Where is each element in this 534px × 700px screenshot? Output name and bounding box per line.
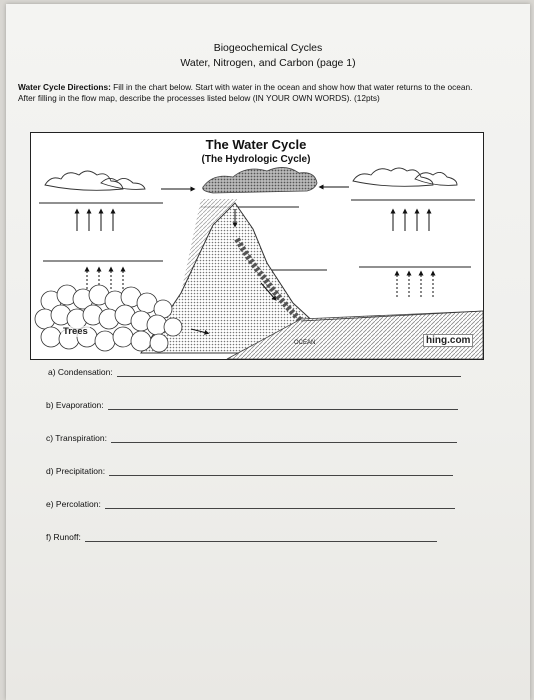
question-runoff (46, 532, 437, 542)
ocean-label: OCEAN (294, 340, 316, 346)
question-evaporation (46, 400, 458, 410)
question-label: d) Precipitation: (46, 466, 106, 476)
cloud-icon-right (353, 168, 457, 186)
question-precipitation (46, 466, 453, 476)
question-label: e) Percolation: (46, 499, 101, 509)
answer-line-percolation[interactable] (105, 507, 455, 509)
answer-line-transpiration[interactable] (111, 441, 457, 443)
credit-label: hing.com (423, 334, 473, 347)
worksheet-subtitle: Water, Nitrogen, and Carbon (page 1) (180, 57, 356, 69)
rain-cloud-icon (203, 167, 317, 193)
answer-line-runoff[interactable] (85, 540, 437, 542)
diagram-subtitle: (The Hydrologic Cycle) (201, 154, 311, 165)
directions-text (18, 82, 488, 104)
question-transpiration (46, 433, 457, 443)
water-cycle-diagram (30, 132, 484, 360)
question-label: a) Condensation: (48, 367, 113, 377)
question-percolation (46, 499, 455, 509)
diagram-title: The Water Cycle (205, 137, 307, 152)
trees-illustration (35, 285, 182, 352)
water-cycle-illustration (31, 133, 483, 359)
answer-line-evaporation[interactable] (108, 408, 458, 410)
evaporation-arrows-left (77, 211, 113, 231)
worksheet-page (6, 4, 530, 700)
question-condensation (48, 367, 461, 377)
answer-line-condensation[interactable] (117, 375, 461, 377)
cloud-icon-left (45, 171, 145, 190)
question-label: c) Transpiration: (46, 433, 107, 443)
directions-body: Fill in the chart below. Start with water in the ocean and show how that water returns to the ocean. After filling in the flow map, describe the processes listed below (IN YOUR OWN WORDS). (12pts) (18, 82, 473, 103)
evaporation-arrows-right (393, 211, 429, 231)
answer-line-precipitation[interactable] (109, 474, 453, 476)
question-label: b) Evaporation: (46, 400, 104, 410)
question-label: f) Runoff: (46, 532, 81, 542)
worksheet-title: Biogeochemical Cycles (213, 42, 323, 54)
directions-label: Water Cycle Directions: (18, 82, 111, 92)
trees-label: Trees (63, 326, 88, 337)
